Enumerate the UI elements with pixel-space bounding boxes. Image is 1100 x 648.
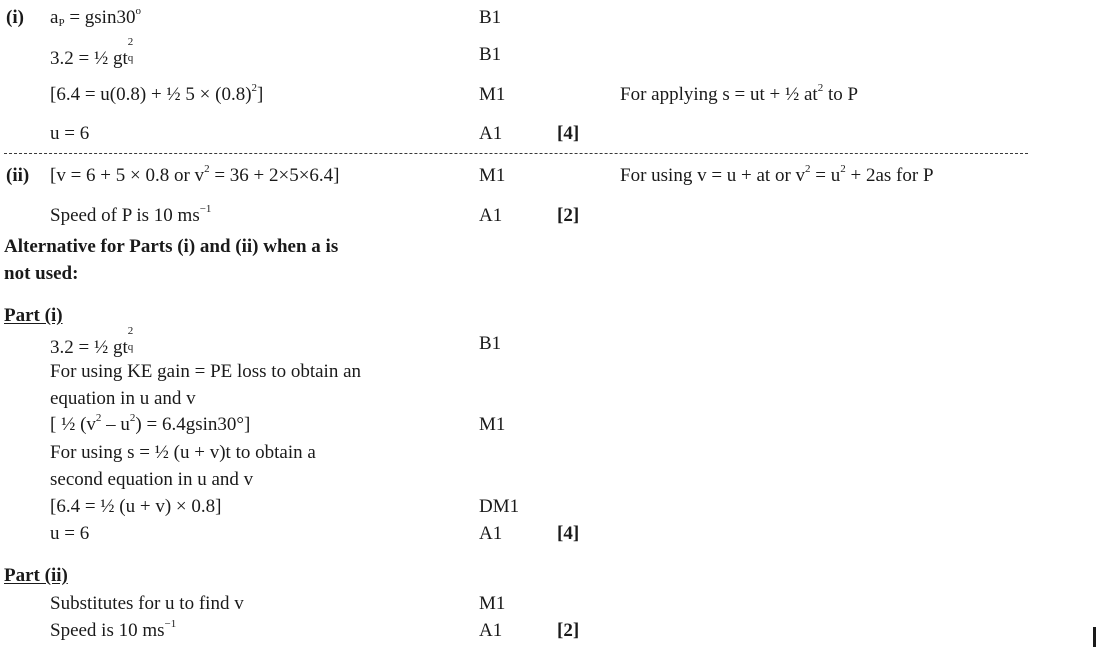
alt-ii-line-2: Speed is 10 $ms^{-1}$ xyxy=(50,618,177,641)
mark-m1: M1 xyxy=(479,165,506,186)
mark-b1: B1 xyxy=(479,7,502,28)
part-i-line-4: u = 6 xyxy=(50,123,90,144)
mark-a1: A1 xyxy=(479,620,503,641)
part-i-line-3: [6.4 = u(0.8) + ½ $5 \times (0.8)^2$] xyxy=(50,82,264,105)
part-total: [4] xyxy=(557,123,580,144)
part-i-label: (i) xyxy=(6,7,24,28)
alt-i-line-6: second equation in u and v xyxy=(50,469,254,490)
mark-m1: M1 xyxy=(479,593,506,614)
part-i-line-1: $a_P = gsin30^o$ xyxy=(50,5,141,29)
examiner-comment: For using v = u + at or $v^2 = u^2 + 2as$ for P xyxy=(620,163,934,186)
mark-a1: A1 xyxy=(479,205,503,226)
alt-i-line-5: For using s = ½ (u + v)t to obtain a xyxy=(50,442,316,463)
alternative-heading-cont: not used: xyxy=(4,263,79,284)
alt-i-line-1: 3.2 = ½ gt 2 q xyxy=(50,325,134,358)
alt-ii-line-1: Substitutes for u to find v xyxy=(50,593,244,614)
text-cursor xyxy=(1093,627,1096,647)
part-total: [4] xyxy=(557,523,580,544)
alternative-heading: Alternative for Parts (i) and (ii) when a is xyxy=(4,236,339,257)
part-ii-line-2: Speed of P is 10 $ms^{-1}$ xyxy=(50,203,212,226)
mark-b1: B1 xyxy=(479,333,502,354)
mark-m1: M1 xyxy=(479,84,506,105)
mark-m1: M1 xyxy=(479,414,506,435)
part-ii-label: (ii) xyxy=(6,165,30,186)
part-i-heading: Part (i) xyxy=(4,305,63,326)
alt-i-line-2: For using KE gain = PE loss to obtain an xyxy=(50,361,362,382)
alt-i-line-4: [ ½ $(v^2 - u^2) = 6.4gsin30^\circ$] xyxy=(50,412,251,435)
part-total: [2] xyxy=(557,620,580,641)
examiner-comment: For applying s = ut + ½ $at^2$ to P xyxy=(620,82,859,105)
alt-i-line-3: equation in u and v xyxy=(50,388,196,409)
mark-a1: A1 xyxy=(479,523,503,544)
part-total: [2] xyxy=(557,205,580,226)
mark-a1: A1 xyxy=(479,123,503,144)
section-divider xyxy=(4,153,1028,154)
part-i-line-2: 3.2 = ½ gt 2 q xyxy=(50,36,134,69)
alt-i-line-7: [6.4 = ½ (u + v) × 0.8] xyxy=(50,496,222,517)
mark-b1: B1 xyxy=(479,44,502,65)
part-ii-line-1: [v = 6 + 5 × 0.8 or $v^2 = 36 + 2\times 5\times 6.4$] xyxy=(50,163,340,186)
part-ii-heading: Part (ii) xyxy=(4,565,68,586)
alt-i-line-8: u = 6 xyxy=(50,523,90,544)
mark-dm1: DM1 xyxy=(479,496,520,517)
